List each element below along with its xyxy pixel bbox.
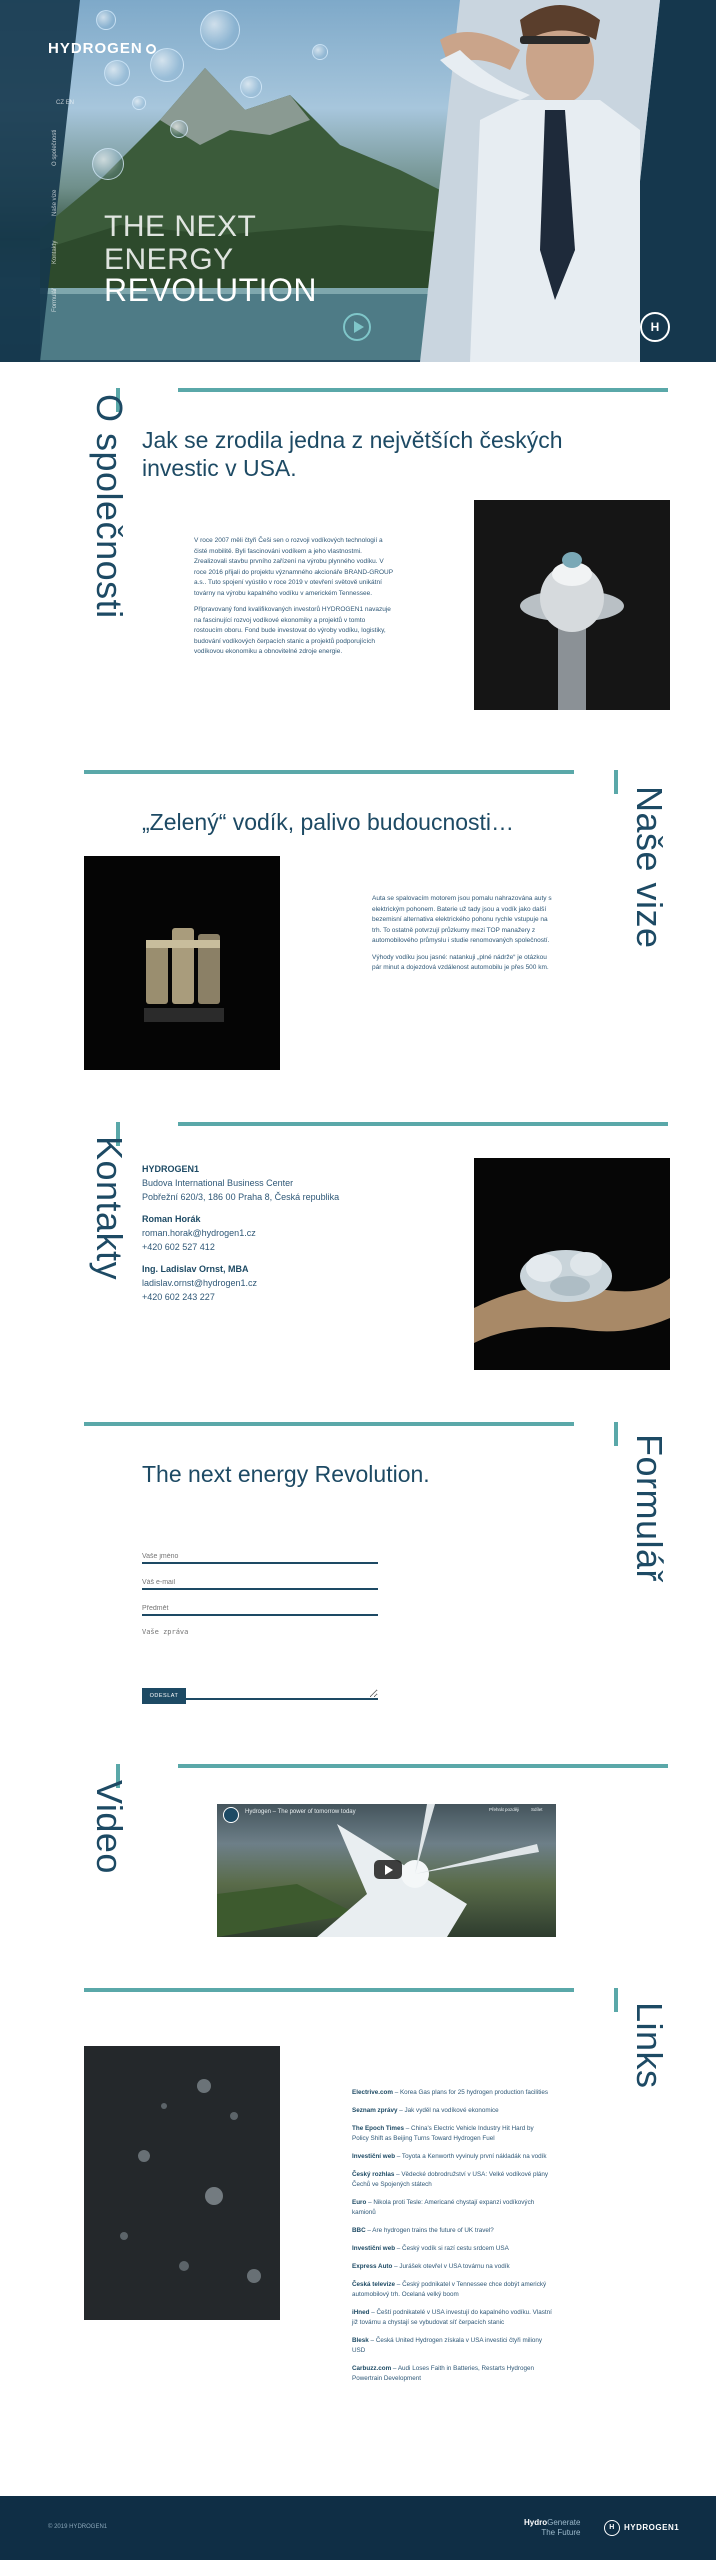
water-drops-photo [84,2046,280,2320]
section-marker [614,770,618,794]
email-input[interactable] [142,1566,378,1590]
molecule-bubble [92,148,124,180]
section-title-vision: Naše vize [629,786,670,949]
form-heading: The next energy Revolution. [142,1461,430,1487]
press-link[interactable]: iHned – Čeští podnikatelé v USA investují do kapalného vodíku. Vlastní již továrnu a chystají se vybudovat síť čerpacích stanic [352,2309,552,2326]
side-navigation [52,96,66,316]
press-link[interactable]: Euro – Nikola proti Tesle: Americané chystají expanzi vodíkových kamionů [352,2199,535,2216]
section-divider [84,1422,574,1426]
about-text [194,536,394,664]
youtube-video-embed[interactable] [217,1804,556,1937]
contact-info [142,1162,372,1312]
vision-paragraph: Auta se spalovacím motorem jsou pomalu nahrazována auty s elektrickým pohonem. Baterie už tady jsou a vodík jako další bezemisní alternativa elektrického pohonu rychle vstupuje na trh. To ostatně potvrzují průzkumy mezi TOP manažery z automobilového průmyslu i studie renomovaných společností. [372,895,552,944]
section-title-form: Formulář [629,1434,670,1583]
contact-phone-link[interactable]: +420 602 527 412 [142,1242,215,1252]
hero-title-line1: THE NEXT [104,210,257,243]
section-marker [614,1422,618,1446]
about-heading: Jak se zrodila jedna z největších českých investic v USA. [142,427,563,481]
contact-name: Ing. Ladislav Ornst, MBA [142,1264,249,1274]
language-switch[interactable]: CZ EN [56,100,74,106]
press-link[interactable]: Blesk – Česká United Hydrogen získala v USA investici čtyři miliony USD [352,2337,543,2354]
molecule-bubble [170,120,188,138]
press-link[interactable]: Seznam zprávy – Jak vyděl na vodíkové ekonomice [352,2107,499,2114]
contact-phone-link[interactable]: +420 602 243 227 [142,1292,215,1302]
nav-item-form[interactable]: Formulář [52,287,58,312]
subject-input[interactable] [142,1592,378,1616]
about-paragraph: Připravovaný fond kvalifikovaných investorů HYDROGEN1 navazuje na fascinující rozvoj vodíkové ekonomiky a projektů v tomto rostoucím oboru. Fond bude investovat do výroby vodíku, logistiky, budování vodíkových čerpacích stanic a projektů podporujících vodíkovou ekonomiku a obnovitelné zdroje energie. [194,606,391,655]
contact-name: Roman Horák [142,1214,201,1224]
molecule-bubble [132,96,146,110]
section-divider [84,1988,574,1992]
company-name: HYDROGEN1 [142,1164,200,1174]
copyright: © 2019 HYDROGEN1 [48,2524,108,2530]
contact-email-link[interactable]: roman.horak@hydrogen1.cz [142,1228,256,1238]
section-title-video: Video [89,1780,130,1874]
hero-title-line3: REVOLUTION [104,272,318,308]
section-divider [178,388,668,392]
press-link[interactable]: Electrive.com – Korea Gas plans for 25 hydrogen production facilities [352,2089,549,2096]
hero-title-line2: ENERGY [104,243,234,276]
play-video-icon[interactable] [343,313,371,341]
contact-form [142,1540,378,1702]
section-title-about: O společnosti [89,394,130,619]
section-divider [178,1122,668,1126]
press-link[interactable]: Carbuzz.com – Audi Loses Faith in Batteries, Restarts Hydrogen Powertrain Development [352,2365,534,2382]
molecule-bubble [240,76,262,98]
molecule-bubble [312,44,328,60]
valve-photo [474,500,670,710]
press-link[interactable]: Český rozhlas – Vědecké dobrodružství v USA: Velké vodíkové plány Čechů ve Spojených státech [352,2171,549,2188]
press-link[interactable]: BBC – Are hydrogen trains the future of UK travel? [352,2227,494,2234]
press-links-list [352,2088,552,2392]
hydrogen-logo-icon: H [604,2520,620,2536]
address-line: Pobřežní 620/3, 186 00 Praha 8, Česká republika [142,1192,340,1202]
nav-item-contacts[interactable]: Kontakty [52,240,58,264]
hydrogen-mark-icon[interactable]: H [640,312,670,342]
press-link[interactable]: Express Auto – Jurášek otevřel v USA továrnu na vodík [352,2263,510,2270]
nav-item-vision[interactable]: Naše vize [52,189,58,216]
watch-later-button[interactable]: Přehrát později [489,1807,520,1812]
section-title-contacts: Kontakty [89,1136,130,1281]
video-title[interactable]: Hydrogen – The power of tomorrow today [245,1809,356,1815]
section-divider [178,1764,668,1768]
hydrogen-tanks-photo [84,856,280,1070]
channel-avatar[interactable] [223,1807,239,1823]
press-link[interactable]: Česká televize – Český podnikatel v Tennessee chce dobýt americký automobilový trh. Ocelaná velký boom [352,2281,547,2298]
send-button[interactable]: ODESLAT [142,1688,186,1704]
molecule-bubble [200,10,240,50]
vision-heading: „Zelený“ vodík, palivo budoucnosti… [142,809,515,835]
hero-section [0,0,716,362]
contact-email-link[interactable]: ladislav.ornst@hydrogen1.cz [142,1278,258,1288]
molecule-bubble [104,60,130,86]
site-footer [0,2496,716,2560]
about-paragraph: V roce 2007 měli čtyři Češi sen o rozvoji vodíkových technologií a čisté mobilitě. Byli fascinováni vodíkem a jeho vlastnostmi. Zrealizovali stavbu prvního zařízení na výrobu plynného vodíku. V roce 2016 přijali do projektu významného akcionáře BRAND-GROUP a.s.. Tuto spojení vyústilo v roce 2019 v otevření světově unikátní továrny na výrobu kapalného vodíku v americkém Tennessee. [194,537,393,597]
press-link[interactable]: Investiční web – Toyota a Kenworth vyvinuly první nákladák na vodík [352,2153,547,2160]
address-line: Budova International Business Center [142,1178,294,1188]
frozen-hydrogen-photo [474,1158,670,1370]
section-divider [84,770,574,774]
nav-item-about[interactable]: O společnosti [52,129,58,166]
logo-icon [146,44,156,54]
press-link[interactable]: Investiční web – Český vodík si razí cestu srdcem USA [352,2245,509,2252]
vision-paragraph: Výhody vodíku jsou jasné: natankuji „plné nádrže“ je otázkou pár minut a dojezdová vzdálenost automobilu je přes 500 km. [372,953,549,971]
footer-slogan: HydroGenerate The Future [524,2518,581,2537]
site-logo[interactable]: HYDROGEN [48,40,156,57]
section-title-links: Links [629,2002,670,2089]
press-link[interactable]: The Epoch Times – China's Electric Vehicle Industry Hit Hard by Policy Shift as Beijing Turns Toward Hydrogen Fuel [352,2125,534,2142]
vision-text [372,894,556,980]
molecule-bubble [96,10,116,30]
footer-logo[interactable]: H HYDROGEN1 [604,2520,679,2536]
section-marker [614,1988,618,2012]
youtube-play-icon[interactable] [374,1860,402,1879]
name-input[interactable] [142,1540,378,1564]
share-button[interactable]: Sdílet [531,1807,543,1812]
